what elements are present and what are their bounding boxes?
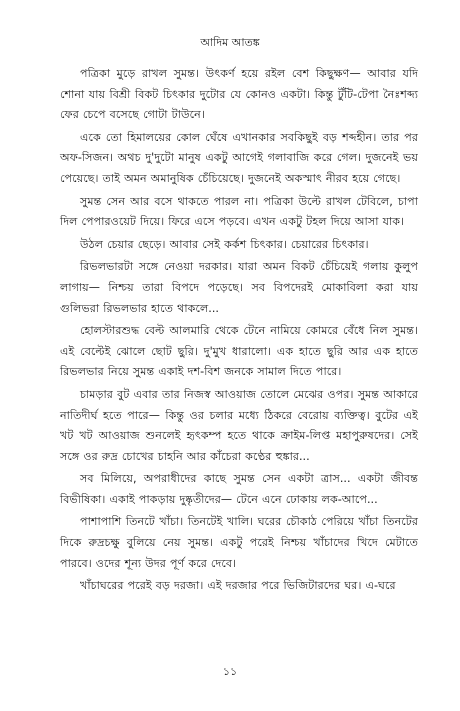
paragraph: পত্রিকা মুড়ে রাখল সুমন্ত। উৎকর্ণ হয়ে রইল বেশ কিছুক্ষণ— আবার যদি শোনা যায় বিশ্রী বিকট চিৎকার দুটোর যে কোনও একটা। কিন্তু টুঁটি-টেপা নৈঃশব্দ্য ফের চেপে বসেছে গোটা টাউনে। <box>60 67 418 122</box>
paragraph: উঠল চেয়ার ছেড়ে। আবার সেই কর্কশ চিৎকার। চেয়ারের চিৎকার। <box>80 237 369 251</box>
paragraph: হোলস্টারশুদ্ধ বেল্ট আলমারি থেকে টেনে নামিয়ে কোমরে বেঁধে নিল সুমন্ত। এই বেল্টেই ঝোলে ছোট ছুরি। দু'মুখ ধারালো। এক হাতে ছুরি আর এক হাতে রিভলভার নিয়ে সুমন্ত একাই দশ-বিশ জনকে সামাল দিতে পারে। <box>60 324 418 379</box>
paragraph: একে তো হিমালয়ের কোল ঘেঁষে এখানকার সবকিছুই বড় শব্দহীন। তার পর অফ-সিজন। অথচ দু'দুটো মানুষ একটু আগেই গলাবাজি করে গেল। দুজনেই ভয় পেয়েছে। তাই অমন অমানুষিক চেঁচিয়েছে। দুজনেই অকস্মাৎ নীরব হয়ে গেছে। <box>60 130 418 185</box>
paragraph: খাঁচাঘরের পরেই বড় দরজা। এই দরজার পরে ভিজিটারদের ঘর। এ-ঘরে <box>80 579 396 593</box>
paragraph: সুমন্ত সেন আর বসে থাকতে পারল না। পত্রিকা উল্টে রাখল টেবিলে, চাপা দিল পেপারওয়েট দিয়ে। ফিরে এসে পড়বে। এখন একটু টহল দিয়ে আসা যাক। <box>60 194 418 229</box>
paragraph: সব মিলিয়ে, অপরাধীদের কাছে সুমন্ত সেন একটা ত্রাস... একটা জীবন্ত বিভীষিকা। একাই পাকড়ায় দুষ্কৃতীদের— টেনে এনে ঢোকায় লক-আপে... <box>60 472 418 506</box>
body-text <box>60 64 418 599</box>
paragraph: চামড়ার বুট এবার তার নিজস্ব আওয়াজ তোলে মেঝের ওপর। সুমন্ত আকারে নাতিদীর্ঘ হতে পারে— কিন্তু ওর চলার মধ্যে ঠিকরে বেরোয় ব্যক্তিত্ব। বুটের এই খট খট আওয়াজ শুনলেই হৃৎকম্প হতে থাকে ক্রাইম-লিপ্ত মহাপুরুষদের। সেই সঙ্গে ওর রুদ্র চোখের চাহনি আর কাঁচেরা কণ্ঠের হুঙ্কার... <box>60 387 418 463</box>
running-head: আদিম আতঙ্ক <box>200 36 260 49</box>
paragraph: রিভলভারটা সঙ্গে নেওয়া দরকার। যারা অমন বিকট চেঁচিয়েই গলায় কুলুপ লাগায়— নিশ্চয় তারা বিপদে পড়েছে। সব বিপদেরই মোকাবিলা করা যায় গুলিভরা রিভলভার হাতে থাকলে... <box>60 260 418 315</box>
paragraph: পাশাপাশি তিনটে খাঁচা। তিনটেই খালি। ঘরের চৌকাঠ পেরিয়ে খাঁচা তিনটের দিকে রুদ্রচক্ষু বুলিয়ে নেয় সুমন্ত। একটু পরেই নিশ্চয় খাঁচাদের খিদে মেটাতে পারবে। ওদের শূন্য উদর পূর্ণ করে দেবে। <box>60 515 418 570</box>
page-number: ১১ <box>222 665 238 678</box>
